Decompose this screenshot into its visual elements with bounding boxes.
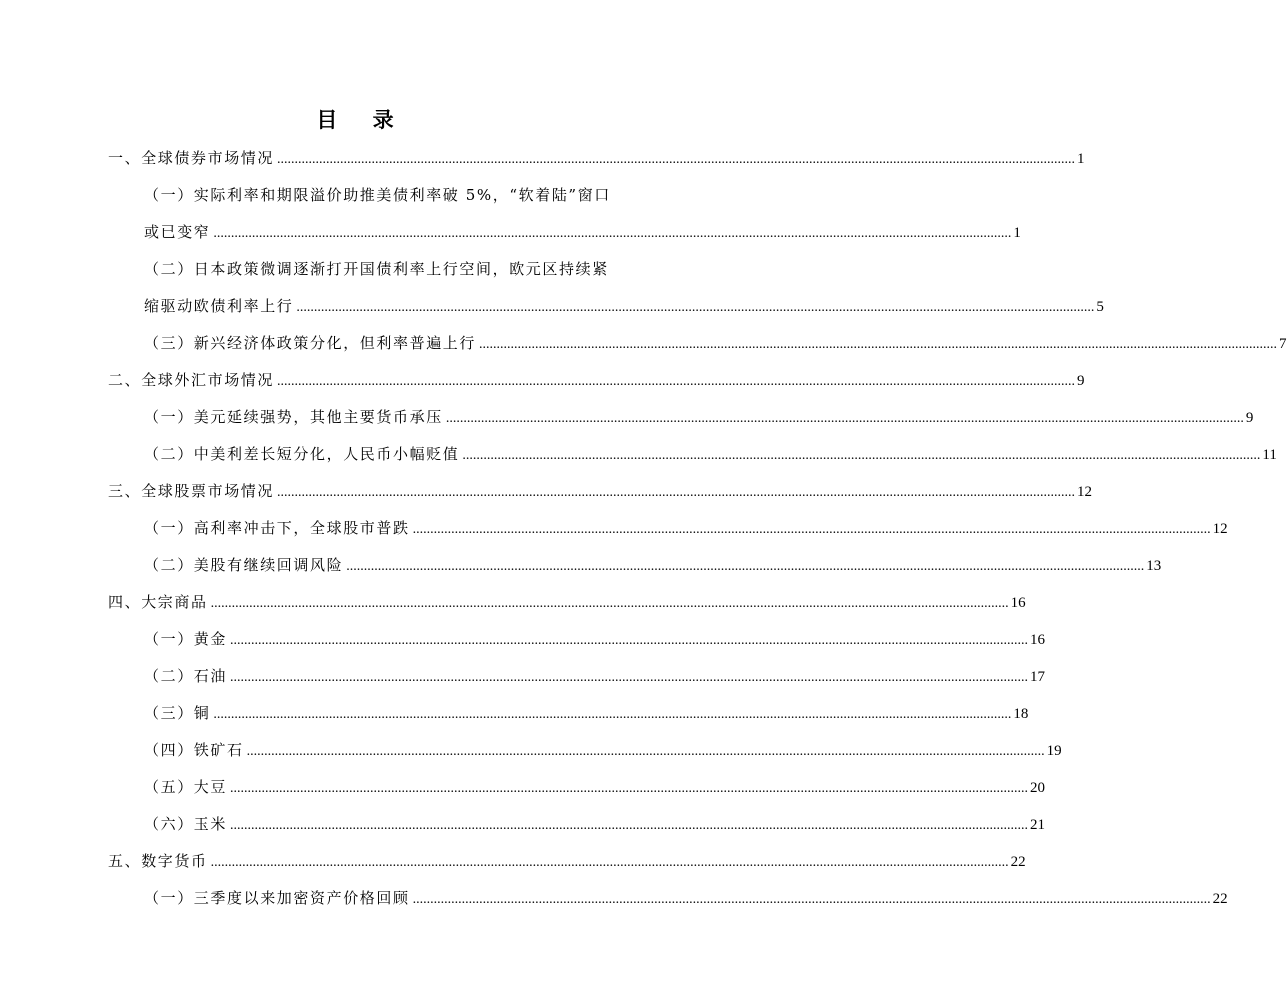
toc-page-number: 7 [1279,336,1287,352]
toc-entry-label: （二）石油 [144,667,228,685]
toc-entry-label: （二）中美利差长短分化，人民币小幅贬值 [144,445,460,463]
dot-leader: .................................................................................................................................................................................................................................... [412,892,1211,907]
dot-leader: .................................................................................................................................................................................................................................... [213,226,1012,241]
dot-leader: .................................................................................................................................................................................................................................... [213,707,1012,722]
dot-leader: .................................................................................................................................................................................................................................... [445,411,1244,426]
toc-entry-label: （三）新兴经济体政策分化，但利率普遍上行 [144,334,477,352]
toc-entry-label: （四）铁矿石 [144,741,244,759]
toc-entry-label: （五）大豆 [144,778,228,796]
toc-entry-subsection-5-1[interactable] [144,888,1228,910]
toc-page-number: 9 [1245,410,1254,426]
toc-page-number: 1 [1077,151,1085,167]
toc-page-number: 19 [1046,743,1062,759]
toc-entry-subsection-3-1[interactable] [144,518,1228,540]
toc-entry-subsection-4-6[interactable] [144,814,1046,836]
toc-entry-subsection-3-2[interactable] [144,555,1162,577]
toc-entry-subsection-4-4[interactable] [144,740,1062,762]
toc-page-number: 21 [1030,817,1046,833]
page-title: 目 录 [316,107,408,132]
dot-leader: .................................................................................................................................................................................................................................... [412,522,1211,537]
dot-leader: .................................................................................................................................................................................................................................... [230,633,1029,648]
toc-entry-subsection-4-1[interactable] [144,629,1046,651]
toc-entry-section-2[interactable] [108,370,1085,392]
dot-leader: .................................................................................................................................................................................................................................... [210,596,1009,611]
toc-entry-section-4[interactable] [108,592,1026,614]
toc-entry-label: （二）美股有继续回调风险 [144,556,344,574]
toc-entry-label: （一）黄金 [144,630,228,648]
toc-entry-label: 二、全球外汇市场情况 [108,371,275,389]
toc-page-number: 16 [1010,595,1026,611]
toc-entry-label: 五、数字货币 [108,852,208,870]
toc-entry-label: （一）高利率冲击下，全球股市普跌 [144,519,410,537]
toc-page-number: 12 [1077,484,1093,500]
toc-entry-label: （一）美元延续强势，其他主要货币承压 [144,408,443,426]
toc-entry-label: （三）铜 [144,704,211,722]
toc-entry-subsection-1-2[interactable] [144,296,1104,318]
toc-entry-subsection-4-5[interactable] [144,777,1046,799]
toc-entry-label: 或已变窄 [144,223,211,241]
toc-entry-label-line1: （二）日本政策微调逐渐打开国债利率上行空间，欧元区持续紧 [144,260,609,278]
toc-entry-subsection-2-1[interactable] [144,407,1254,429]
toc-entry-label: （六）玉米 [144,815,228,833]
toc-entry-section-3[interactable] [108,481,1093,503]
dot-leader: .................................................................................................................................................................................................................................... [277,152,1076,167]
dot-leader: .................................................................................................................................................................................................................................... [479,337,1278,352]
toc-page-number: 20 [1030,780,1046,796]
toc-page-number: 16 [1030,632,1046,648]
dot-leader: .................................................................................................................................................................................................................................... [210,855,1009,870]
toc-entry-subsection-4-2[interactable] [144,666,1046,688]
toc-page-number: 18 [1013,706,1029,722]
toc-page-number: 9 [1077,373,1085,389]
toc-entry-label-line1: （一）实际利率和期限溢价助推美债利率破 5%，“软着陆”窗口 [144,186,611,204]
toc-entry-label: （一）三季度以来加密资产价格回顾 [144,889,410,907]
dot-leader: .................................................................................................................................................................................................................................... [277,374,1076,389]
toc-page-number: 13 [1146,558,1162,574]
toc-entry-label: 一、全球债券市场情况 [108,149,275,167]
toc-page-number: 17 [1030,669,1046,685]
toc-page-number: 22 [1010,854,1026,870]
dot-leader: .................................................................................................................................................................................................................................... [346,559,1145,574]
toc-page-number: 12 [1212,521,1228,537]
toc-page-number: 11 [1262,447,1277,463]
toc-entry-label: 四、大宗商品 [108,593,208,611]
toc-page-number: 5 [1096,299,1104,315]
toc-entry-section-1[interactable] [108,148,1085,170]
dot-leader: .................................................................................................................................................................................................................................... [277,485,1076,500]
dot-leader: .................................................................................................................................................................................................................................... [230,818,1029,833]
dot-leader: .................................................................................................................................................................................................................................... [230,781,1029,796]
dot-leader: .................................................................................................................................................................................................................................... [462,448,1261,463]
toc-page-number: 22 [1212,891,1228,907]
dot-leader: .................................................................................................................................................................................................................................... [230,670,1029,685]
dot-leader: .................................................................................................................................................................................................................................... [246,744,1045,759]
dot-leader: .................................................................................................................................................................................................................................... [296,300,1095,315]
toc-entry-section-5[interactable] [108,851,1026,873]
toc-page-number: 1 [1013,225,1021,241]
toc-entry-label: 三、全球股票市场情况 [108,482,275,500]
toc-entry-subsection-4-3[interactable] [144,703,1029,725]
toc-entry-label: 缩驱动欧债利率上行 [144,297,294,315]
toc-entry-subsection-1-1[interactable] [144,222,1021,244]
toc-entry-subsection-1-3[interactable] [144,333,1287,355]
toc-entry-subsection-2-2[interactable] [144,444,1277,466]
